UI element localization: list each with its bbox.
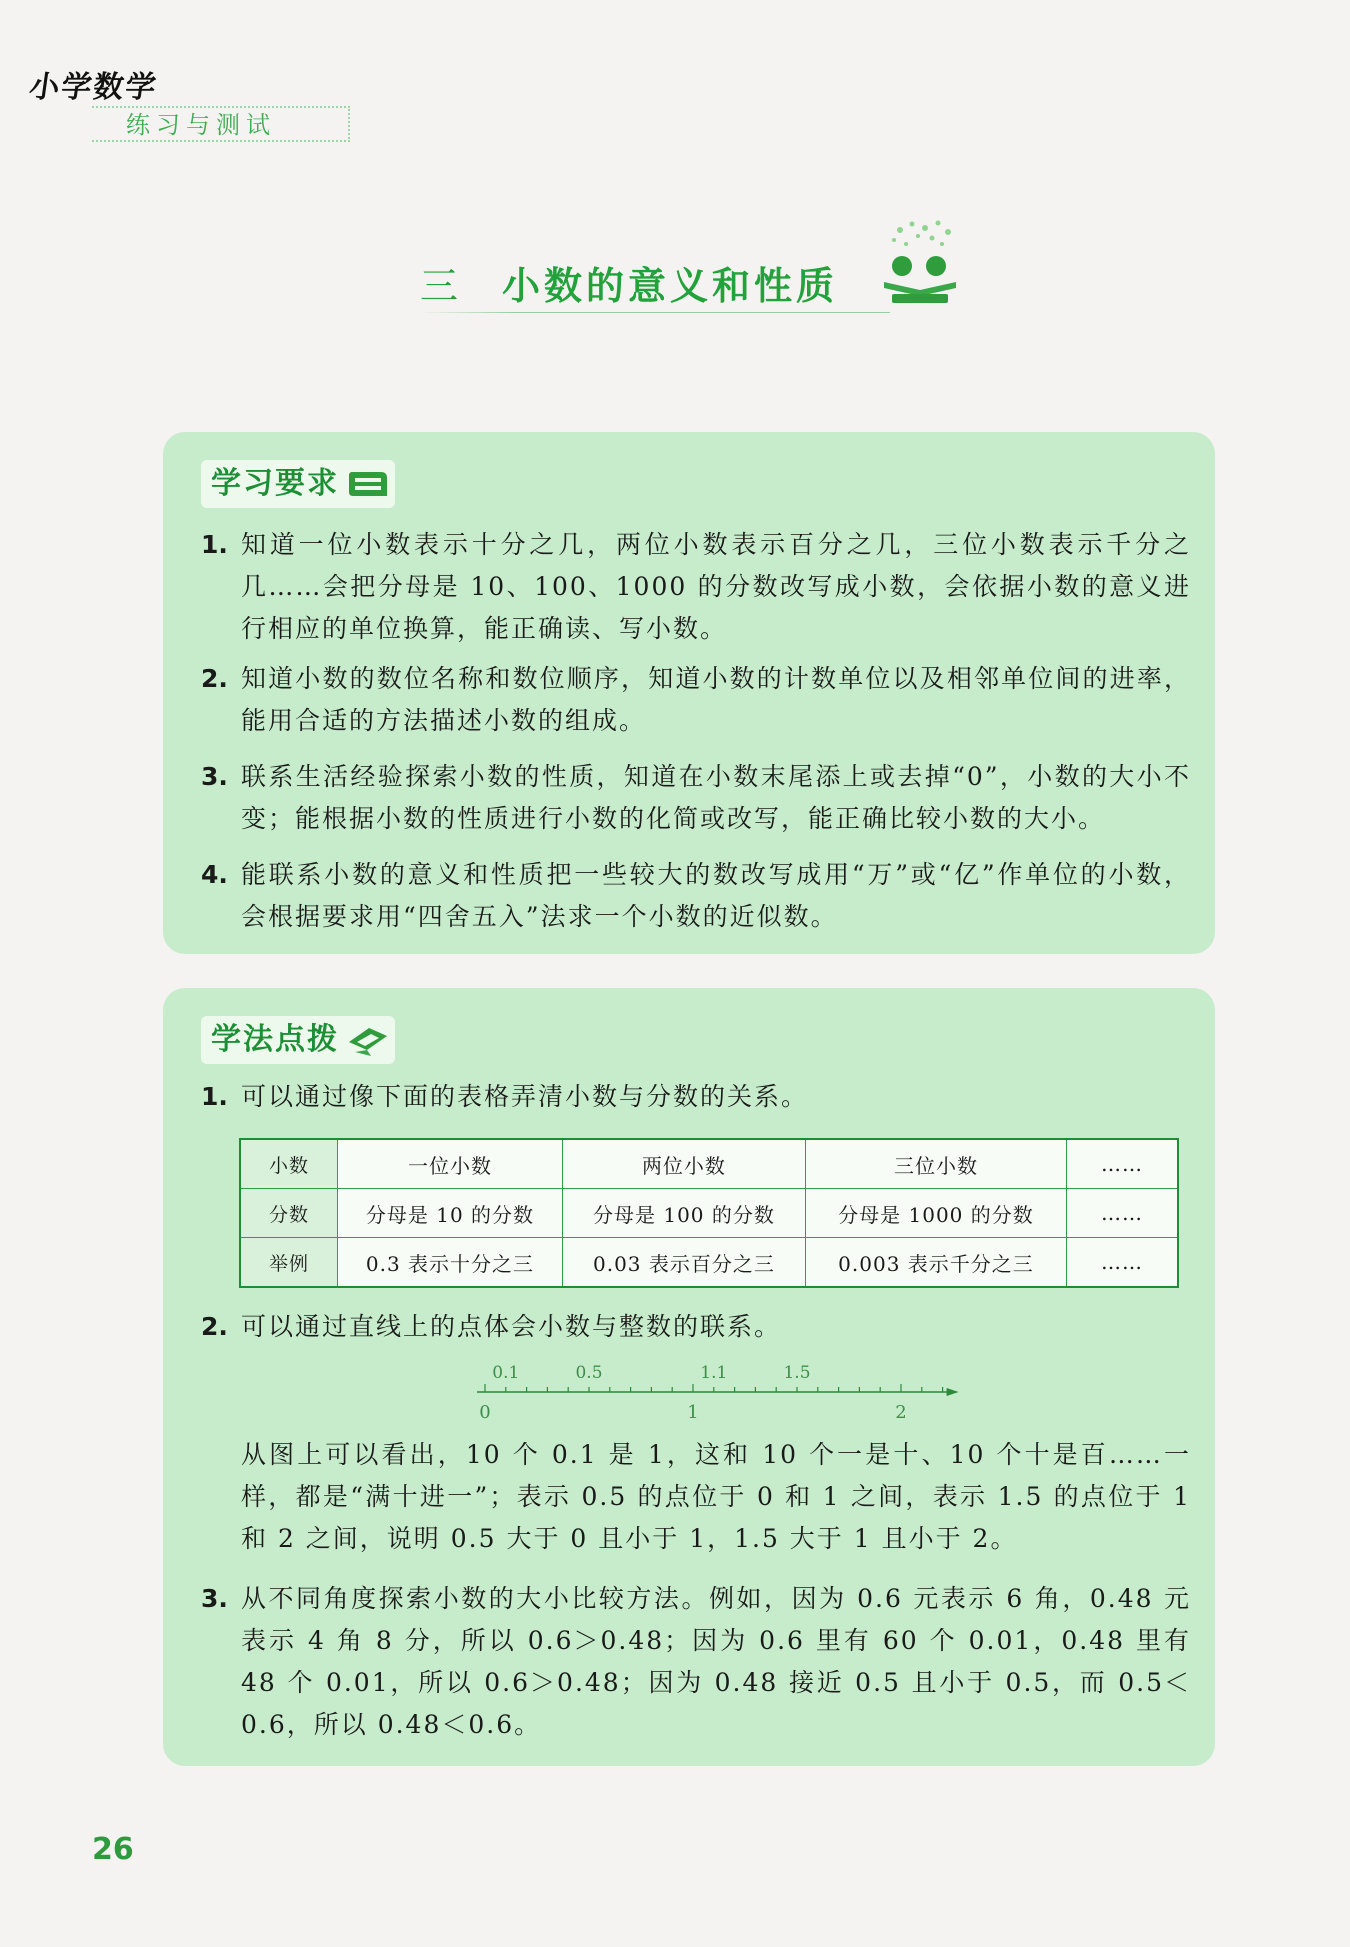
table-row [240,1139,1178,1189]
table-row [240,1238,1178,1288]
requirement-item [201,658,1191,742]
series-subtitle: 练习与测试 [92,106,350,142]
table-cell: 0.03 表示百分之三 [562,1238,805,1288]
item-text: 从不同角度探索小数的大小比较方法。例如，因为 0.6 元表示 6 角，0.48 元表示 4 角 8 分，所以 0.6＞0.48；因为 0.6 里有 60 个 0.01，0.48 里有 48 个 0.01，所以 0.6＞0.48；因为 0.48 接近 0.5 且小于 0.5，而 0.5＜0.6，所以 0.48＜0.6。 [241,1584,1191,1739]
table-cell: 分母是 100 的分数 [562,1189,805,1238]
table-row-head: 举例 [240,1238,338,1288]
chapter-number: 三 [420,264,463,308]
item-text: 能联系小数的意义和性质把一些较大的数改写成用“万”或“亿”作单位的小数，会根据要求用“四舍五入”法求一个小数的近似数。 [241,860,1191,931]
number-line-bottom-label: 0 [479,1402,491,1423]
item-text: 联系生活经验探索小数的性质，知道在小数末尾添上或去掉“0”，小数的大小不变；能根据小数的性质进行小数的化简或改写，能正确比较小数的大小。 [241,762,1191,833]
number-line [463,1360,963,1432]
table-cell: …… [1067,1189,1179,1238]
number-line-bottom-label: 2 [895,1402,907,1423]
requirement-item [201,756,1191,840]
series-brand [27,62,276,139]
methods-panel [163,988,1215,1766]
requirements-tag [201,460,395,508]
chapter-heading [420,258,980,314]
chapter-title: 小数的意义和性质 [502,264,839,308]
requirements-panel [163,432,1215,954]
methods-tag-label: 学法点拨 [211,1022,339,1057]
decimal-fraction-table [239,1138,1179,1288]
requirement-item [201,524,1191,650]
item-text: 知道小数的数位名称和数位顺序，知道小数的计数单位以及相邻单位间的进率，能用合适的方法描述小数的组成。 [241,664,1191,735]
decimal-fraction-table-wrap [239,1138,1179,1288]
item-number: 1. [201,530,228,559]
method-item-3 [201,1578,1191,1746]
table-cell: 0.3 表示十分之三 [338,1238,563,1288]
number-line-top-label: 0.5 [575,1363,603,1383]
table-cell: …… [1067,1139,1179,1189]
item-number: 1. [201,1082,228,1111]
item-text: 可以通过直线上的点体会小数与整数的联系。 [241,1312,782,1341]
table-cell: 两位小数 [562,1139,805,1189]
pencil-cap-icon [345,1022,389,1058]
table-cell: 分母是 10 的分数 [338,1189,563,1238]
method-item-2-explanation [201,1434,1191,1560]
requirement-item [201,854,1191,938]
methods-tag [201,1016,395,1064]
item-number: 2. [201,664,228,693]
series-title: 小学数学 [27,70,160,105]
item-text: 可以通过像下面的表格弄清小数与分数的关系。 [241,1082,809,1111]
method-item-1 [201,1076,1191,1118]
number-line-top-label: 1.5 [783,1363,811,1383]
reading-children-icon [870,218,970,308]
chapter-underline [420,312,890,313]
item-number: 4. [201,860,228,889]
page-number: 26 [92,1832,134,1867]
number-line-top-label: 0.1 [492,1363,520,1383]
table-cell: 0.003 表示千分之三 [805,1238,1066,1288]
item-number: 3. [201,762,228,791]
table-cell: 一位小数 [338,1139,563,1189]
item-text: 知道一位小数表示十分之几，两位小数表示百分之几，三位小数表示千分之几……会把分母是 10、100、1000 的分数改写成小数，会依据小数的意义进行相应的单位换算，能正确读、写小数。 [241,530,1191,643]
table-row-head: 小数 [240,1139,338,1189]
book-icon [345,466,389,502]
table-row-head: 分数 [240,1189,338,1238]
table-cell: 三位小数 [805,1139,1066,1189]
method-item-2 [201,1306,1191,1348]
number-line-top-label: 1.1 [700,1363,728,1383]
requirements-tag-label: 学习要求 [211,466,339,501]
table-cell: …… [1067,1238,1179,1288]
number-line-arrow [947,1388,959,1396]
table-cell: 分母是 1000 的分数 [805,1189,1066,1238]
item-number: 2. [201,1312,228,1341]
item-number: 3. [201,1584,228,1613]
item-text: 从图上可以看出，10 个 0.1 是 1，这和 10 个一是十、10 个十是百……一样，都是“满十进一”；表示 0.5 的点位于 0 和 1 之间，表示 1.5 的点位于 1 和 2 之间，说明 0.5 大于 0 且小于 1，1.5 大于 1 且小于 2。 [241,1440,1191,1553]
number-line-bottom-label: 1 [687,1402,699,1423]
table-row [240,1189,1178,1238]
